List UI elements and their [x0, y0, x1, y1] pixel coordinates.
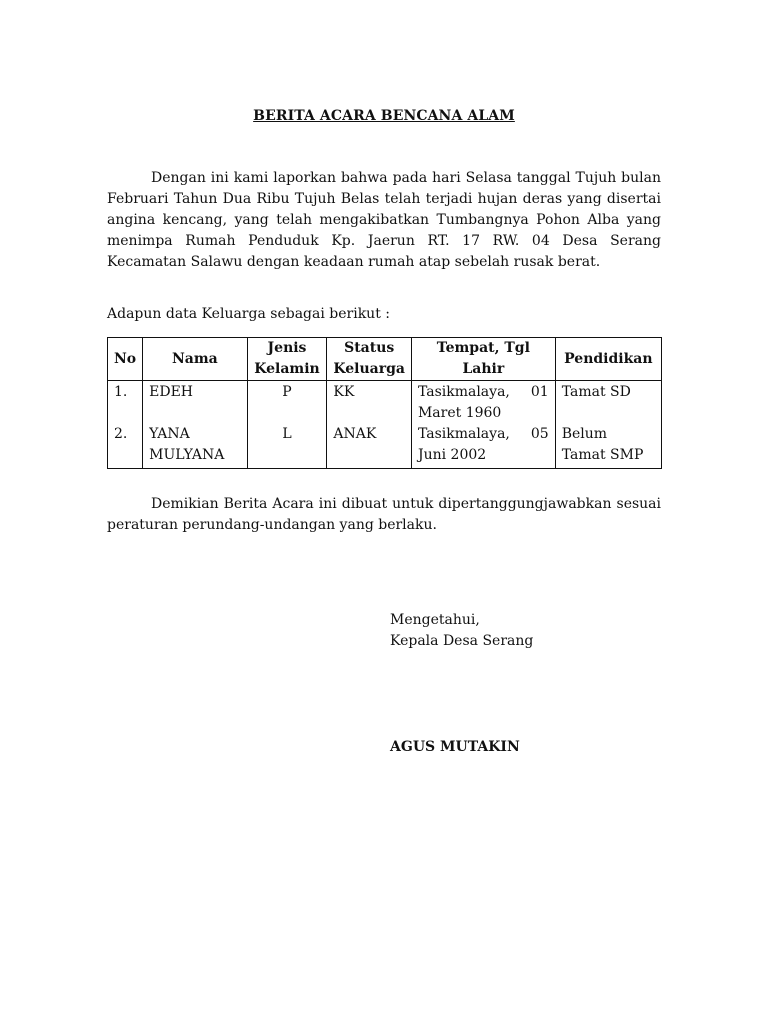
cell-jenis-kelamin: P: [247, 381, 327, 425]
cell-status: KK: [327, 381, 412, 425]
header-tempat-tgl-lahir: Tempat, Tgl Lahir: [411, 338, 555, 381]
cell-tempat-tgl-lahir: Tasikmalaya, 05 Juni 2002: [411, 424, 555, 469]
header-pendidikan: Pendidikan: [555, 338, 661, 381]
intro-paragraph: Dengan ini kami laporkan bahwa pada hari Selasa tanggal Tujuh bulan Februari Tahun Dua Ribu Tujuh Belas telah terjadi hujan deras yang disertai angina kencang, yang telah mengakibatkan Tumbangnya Pohon Alba yang menimpa Rumah Penduduk Kp. Jaerun RT. 17 RW. 04 Desa Serang Kecamatan Salawu dengan keadaan rumah atap sebelah rusak berat.: [107, 170, 661, 270]
table-row: [108, 381, 662, 425]
cell-status: ANAK: [327, 424, 412, 469]
cell-nama: EDEH: [143, 381, 247, 425]
cell-jenis-kelamin: L: [247, 424, 327, 469]
signature-position: Kepala Desa Serang: [390, 633, 534, 649]
signature-acknowledged: Mengetahui,: [390, 612, 480, 628]
family-data-intro: Adapun data Keluarga sebagai berikut :: [107, 306, 390, 322]
signatory-name: AGUS MUTAKIN: [390, 739, 520, 755]
header-jenis-kelamin: Jenis Kelamin: [247, 338, 327, 381]
cell-nama: YANA MULYANA: [143, 424, 247, 469]
header-nama: Nama: [143, 338, 247, 381]
header-status-keluarga: Status Keluarga: [327, 338, 412, 381]
cell-no: 2.: [108, 424, 143, 469]
cell-tempat-tgl-lahir: Tasikmalaya, 01 Maret 1960: [411, 381, 555, 425]
table-row: [108, 424, 662, 469]
closing-paragraph: Demikian Berita Acara ini dibuat untuk dipertanggungjawabkan sesuai peraturan perundang-undangan yang berlaku.: [107, 496, 661, 533]
cell-pendidikan: Tamat SD: [555, 381, 661, 425]
cell-pendidikan: Belum Tamat SMP: [555, 424, 661, 469]
document-title: BERITA ACARA BENCANA ALAM: [253, 108, 515, 124]
cell-no: 1.: [108, 381, 143, 425]
family-data-table: [107, 337, 662, 469]
header-no: No: [108, 338, 143, 381]
table-header-row: [108, 338, 662, 381]
